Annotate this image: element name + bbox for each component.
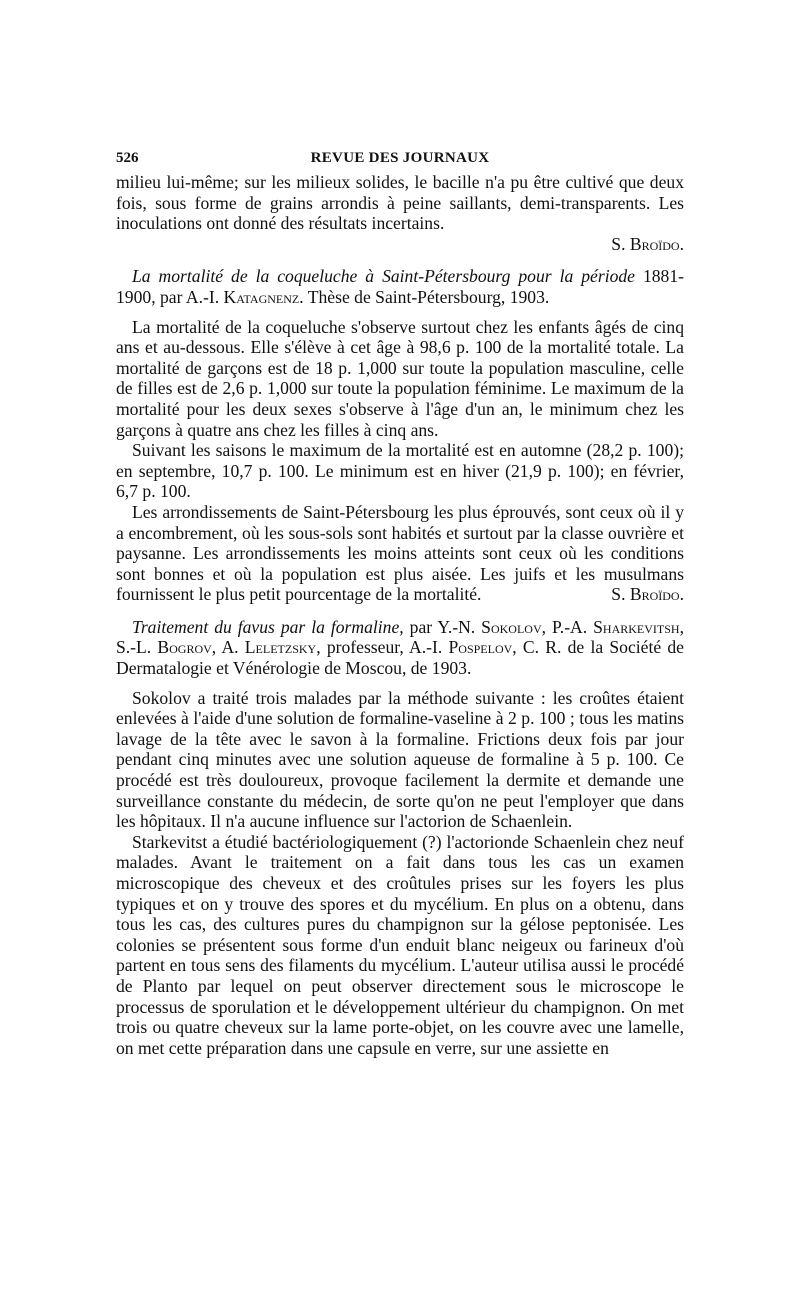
running-title: REVUE DES JOURNAUX — [310, 150, 490, 166]
page-number: 526 — [116, 150, 139, 166]
page-header — [116, 148, 684, 172]
author-prefix: P.-A. — [551, 616, 588, 637]
signature: S. Broïdo. — [611, 233, 684, 254]
article-author: Sokolov, — [481, 616, 547, 637]
article-author: Sharkevitsh, — [593, 616, 684, 637]
document-page — [116, 148, 684, 1058]
author-prefix: A. — [221, 637, 239, 658]
author-prefix: S.-L. — [116, 637, 152, 658]
article-source: C. R. de la Société de Dermatalogie et Vénérologie de Moscou, de 1903. — [116, 637, 684, 679]
author-prefix: professeur, A.-I. — [326, 637, 443, 658]
body-paragraph: Les arrondissements de Saint-Pétersbourg les plus éprouvés, sont ceux où il y a encombrement, où les sous-sols sont habités et surtout par la classe ouvrière et paysanne. Les arrondissements les moins atteints sont ceux où les conditions sont bonnes et où la population est plus aisée. Les juifs et les musulmans fournissent le plus petit pourcentage de la mortalité. S. Broïdo. — [116, 501, 684, 605]
body-paragraph: Starkevitst a étudié bactériologiquement (?) l'actorionde Schaenlein chez neuf malades. Avant le traitement on a fait dans tous les cas un examen microscopique des cheveux et des croûtules prises sur les foyers les plus typiques et on y trouve des spores et du mycélium. En plus on a obtenu, dans tous les cas, des cultures pures du champignon sur la gélose peptonisée. Les colonies se présentent sous forme d'un enduit blanc neigeux ou farineux d'où partent en tous sens des filaments du mycélium. L'auteur utilisa aussi le procédé de Planto par lequel on peut observer directement sous le microscope le processus de sporulation et le développement ultérieur du champignon. On met trois ou quatre cheveux sur la lame porte-objet, on les couvre avec une lamelle, on met cette préparation dans une capsule en verre, sur une assiette en — [116, 831, 684, 1058]
article-author: Leletzsky, — [244, 637, 321, 658]
article-by: par Y.-N. — [409, 616, 476, 637]
article-author: Katagnenz. — [223, 286, 304, 307]
article-title: Traitement du favus par la formaline, — [132, 616, 404, 637]
body-paragraph: La mortalité de la coqueluche s'observe surtout chez les enfants âgés de cinq ans et au-dessous. Elle s'élève à cet âge à 98,6 p. 100 de la mortalité totale. La mortalité de garçons est de 18 p. 1,000 sur toute la population masculine, celle de filles est de 2,6 p. 1,000 sur toute la population féminime. Le maximum de la mortalité pour les deux sexes s'observe à l'âge d'un an, le minimum chez les garçons à quatre ans chez les filles à cinq ans. — [116, 316, 684, 440]
article-author: Bogrov, — [157, 637, 217, 658]
article-title: La mortalité de la coqueluche à Saint-Pétersbourg pour la période — [132, 266, 635, 287]
signature: S. Broïdo. — [611, 584, 684, 605]
continued-paragraph: milieu lui-même; sur les milieux solides, le bacille n'a pu être cultivé que deux fois, sous forme de grains arrondis à peine saillants, demi-transparents. Les inoculations ont donné des résultats incertains. — [116, 172, 684, 234]
article-citation — [116, 266, 684, 307]
body-paragraph: Sokolov a traité trois malades par la méthode suivante : les croûtes étaient enlevées à l'aide d'une solution de formaline-vaseline à 2 p. 100 ; tous les matins lavage de la tête avec le savon à la formaline. Frictions deux fois par jour pendant cinq minutes avec une solution aqueuse de formaline à 5 p. 100. Ce procédé est très douloureux, provoque facilement la dermite et demande une surveillance constante du médecin, de sorte qu'on ne peut l'employer que dans les hôpitaux. Il n'a aucune influence sur l'actorion de Schaenlein. — [116, 687, 684, 832]
article-author: Pospelov, — [448, 637, 517, 658]
article-source: Thèse de Saint-Pétersbourg, 1903. — [307, 286, 550, 307]
body-paragraph: Suivant les saisons le maximum de la mortalité est en automne (28,2 p. 100); en septembre, 10,7 p. 100. Le minimum est en hiver (21,9 p. 100); en février, 6,7 p. 100. — [116, 440, 684, 502]
article-citation — [116, 617, 684, 679]
article-title-rest: 1881-1900, par A.-I. — [116, 266, 684, 307]
